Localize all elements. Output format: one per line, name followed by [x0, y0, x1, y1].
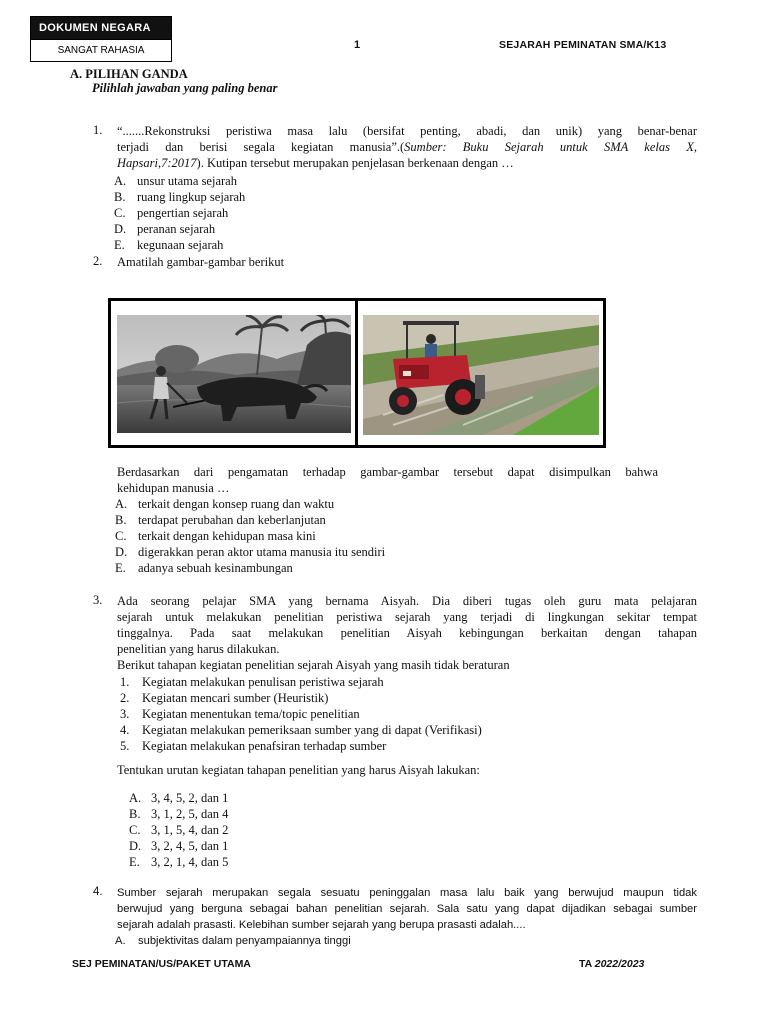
doc-label: DOKUMEN NEGARA	[31, 17, 171, 39]
q4-line3: sejarah adalah prasasti. Kelebihan sumber sejarah yang berupa prasasti adalah....	[117, 919, 526, 931]
page-number: 1	[354, 39, 361, 51]
q1-option[interactable]: B. ruang lingkup sejarah	[114, 190, 246, 204]
q3-option[interactable]: B. 3, 1, 2, 5, dan 4	[129, 807, 229, 821]
q3-option[interactable]: D. 3, 2, 4, 5, dan 1	[129, 839, 229, 853]
q3-option[interactable]: E. 3, 2, 1, 4, dan 5	[129, 855, 229, 869]
q3-step: 5. Kegiatan melakukan penafsiran terhadap sumber	[120, 739, 387, 753]
q3-line5: Berikut tahapan kegiatan penelitian sejarah Aisyah yang masih tidak beraturan	[117, 658, 510, 672]
section-instruction: Pilihlah jawaban yang paling benar	[92, 81, 278, 95]
q3-number: 3.	[93, 593, 103, 607]
q3-option[interactable]: A. 3, 4, 5, 2, dan 1	[129, 791, 229, 805]
q1-number: 1.	[93, 123, 103, 137]
q4-option[interactable]: A. subjektivitas dalam penyampaiannya tinggi	[115, 935, 351, 947]
q4-line1: Sumber sejarah merupakan segala sesuatu peninggalan masa lalu baik yang berwujud maupun tidak	[117, 887, 697, 899]
buffalo-plowing-image	[117, 315, 351, 433]
q3-option[interactable]: C. 3, 1, 5, 4, dan 2	[129, 823, 229, 837]
q3-line2: sejarah untuk melakukan penelitian peristiwa sejarah yang terjadi di lingkungan sekitar tempat	[117, 610, 697, 624]
q3-line1: Ada seorang pelajar SMA yang bernama Aisyah. Dia diberi tugas oleh guru mata pelajaran	[117, 594, 697, 608]
q4-number: 4.	[93, 886, 103, 898]
q3-step: 1. Kegiatan melakukan penulisan peristiwa sejarah	[120, 675, 384, 689]
subject-header: SEJARAH PEMINATAN SMA/K13	[499, 39, 667, 51]
q2-number: 2.	[93, 254, 103, 268]
footer-right: TA 2022/2023	[579, 958, 645, 970]
q3-step: 4. Kegiatan melakukan pemeriksaan sumber yang di dapat (Verifikasi)	[120, 723, 482, 737]
q3-task: Tentukan urutan kegiatan tahapan penelitian yang harus Aisyah lakukan:	[117, 763, 480, 777]
q3-line4: penelitian yang harus dilakukan.	[117, 642, 280, 656]
q2-option[interactable]: E. adanya sebuah kesinambungan	[115, 561, 293, 575]
q1-option[interactable]: A. unsur utama sejarah	[114, 174, 237, 188]
q3-line3: tinggalnya. Pada saat melakukan penelitian Aisyah kebingungan berkaitan dengan tahapan	[117, 626, 697, 640]
tractor-plowing-image	[363, 315, 599, 435]
q4-line2: berwujud yang berguna sebagai bahan penelitian sejarah. Sala satu yang dapat dijadikan sebagai sumber	[117, 903, 697, 915]
q2-option[interactable]: B. terdapat perubahan dan keberlanjutan	[115, 513, 326, 527]
q1-line3: Hapsari,7:2017). Kutipan tersebut merupakan penjelasan berkenaan dengan …	[117, 156, 514, 170]
q1-line1: “.......Rekonstruksi peristiwa masa lalu (bersifat penting, abadi, dan unik) yang benar-benar	[117, 124, 697, 138]
q2-option[interactable]: A. terkait dengan konsep ruang dan waktu	[115, 497, 335, 511]
secrecy-label: SANGAT RAHASIA	[31, 39, 171, 61]
q2-option[interactable]: D. digerakkan peran aktor utama manusia itu sendiri	[115, 545, 386, 559]
q1-option[interactable]: D. peranan sejarah	[114, 222, 216, 236]
image-divider	[355, 301, 358, 445]
q1-option[interactable]: E. kegunaan sejarah	[114, 238, 224, 252]
q1-option[interactable]: C. pengertian sejarah	[114, 206, 229, 220]
q2-prompt: Amatilah gambar-gambar berikut	[117, 255, 285, 269]
q2-line1: Berdasarkan dari pengamatan terhadap gambar-gambar tersebut dapat disimpulkan bahwa	[117, 465, 658, 479]
q2-option[interactable]: C. terkait dengan kehidupan masa kini	[115, 529, 316, 543]
q2-image-frame	[108, 298, 606, 448]
footer-left: SEJ PEMINATAN/US/PAKET UTAMA	[72, 958, 251, 970]
q3-step: 2. Kegiatan mencari sumber (Heuristik)	[120, 691, 329, 705]
q1-line2: terjadi dan berisi segala kegiatan manusia”.(Sumber: Buku Sejarah untuk SMA kelas X,	[117, 140, 697, 154]
q3-step: 3. Kegiatan menentukan tema/topic penelitian	[120, 707, 360, 721]
q2-line2: kehidupan manusia …	[117, 481, 230, 495]
section-title: A. PILIHAN GANDA	[70, 67, 188, 81]
document-classification-box	[30, 16, 172, 62]
